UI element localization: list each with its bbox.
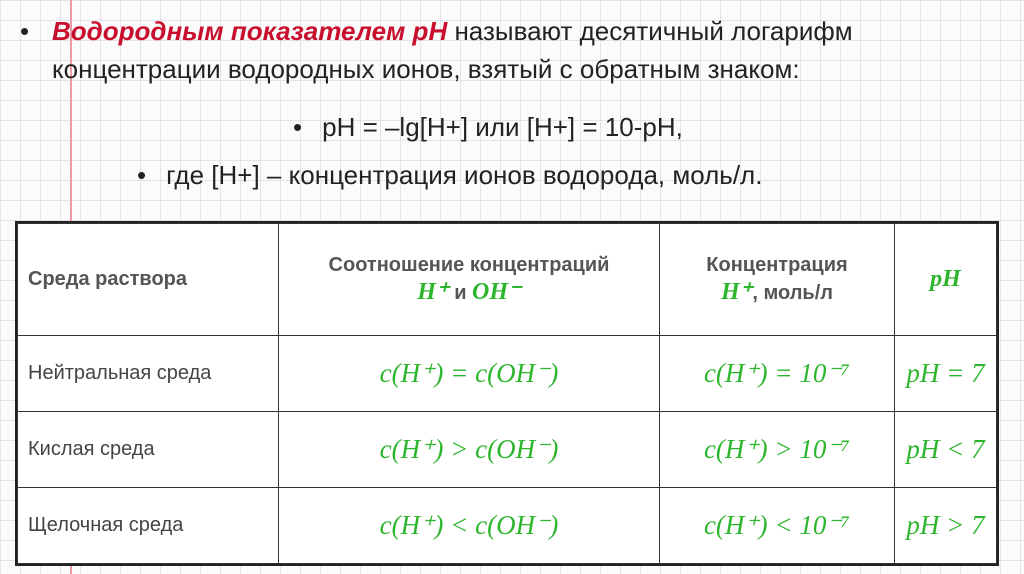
table-row [18, 336, 997, 412]
table-header-row [18, 224, 997, 336]
header-conc-text: Концентрация [706, 253, 848, 276]
header-medium: Среда раствора [18, 224, 279, 336]
intro-rest: называют десятичный логарифм концентрации водородных ионов, взятый с обратным знаком: [52, 16, 853, 84]
header-conc-unit: , моль/л [752, 281, 833, 304]
definition-text [0, 0, 1024, 205]
ph-table [15, 221, 999, 566]
bullet-icon: • [137, 160, 147, 190]
header-h-symbol: H⁺ [417, 278, 449, 305]
intro-text [52, 12, 1010, 88]
cell-medium: Щелочная среда [18, 488, 279, 564]
formula-line-2 [137, 156, 762, 194]
cell-medium: Кислая среда [18, 412, 279, 488]
cell-ratio: c(H⁺) > c(OH⁻) [279, 412, 660, 488]
header-ratio [279, 224, 660, 336]
header-and: и [454, 281, 467, 304]
intro-highlight: Водородным показателем pH [52, 16, 448, 46]
cell-ph: pH = 7 [895, 336, 997, 412]
header-ratio-text: Соотношение концентраций [328, 253, 610, 276]
header-ph: pH [895, 224, 997, 336]
cell-concentration: c(H⁺) < 10⁻⁷ [660, 488, 895, 564]
table-row [18, 488, 997, 564]
bullet-icon: • [20, 16, 30, 46]
formula-text: pH = –lg[H+] или [H+] = 10-pH, [322, 112, 683, 142]
formula-text: где [H+] – концентрация ионов водорода, моль/л. [166, 160, 763, 190]
table-row [18, 412, 997, 488]
cell-ratio: c(H⁺) < c(OH⁻) [279, 488, 660, 564]
formula-line-1 [293, 108, 683, 146]
cell-ph: pH < 7 [895, 412, 997, 488]
bullet-icon: • [293, 112, 303, 142]
header-concentration [660, 224, 895, 336]
cell-ph: pH > 7 [895, 488, 997, 564]
intro-paragraph [20, 12, 1010, 88]
cell-medium: Нейтральная среда [18, 336, 279, 412]
cell-concentration: c(H⁺) > 10⁻⁷ [660, 412, 895, 488]
cell-ratio: c(H⁺) = c(OH⁻) [279, 336, 660, 412]
header-oh-symbol: OH⁻ [472, 278, 521, 305]
cell-concentration: c(H⁺) = 10⁻⁷ [660, 336, 895, 412]
header-conc-h: H⁺ [721, 278, 753, 305]
